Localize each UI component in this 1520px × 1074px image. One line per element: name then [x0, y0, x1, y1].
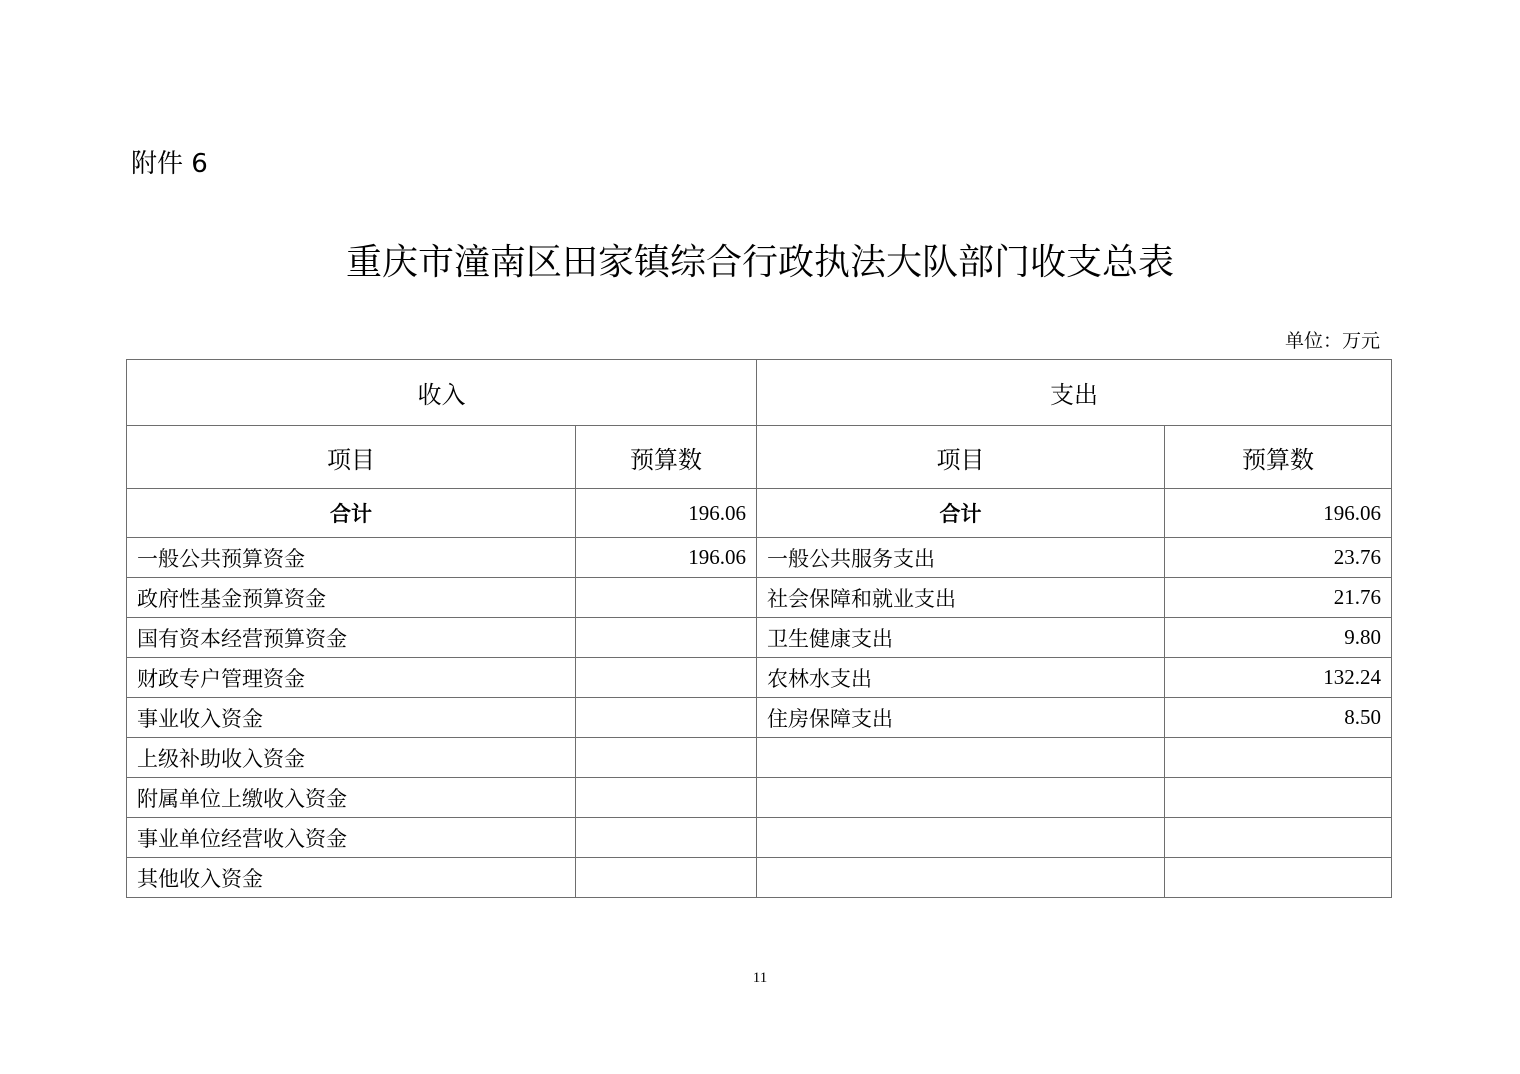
table-row: [127, 578, 1392, 618]
table-row: [127, 618, 1392, 658]
expense-group-header: 支出: [757, 360, 1392, 426]
expense-item: [757, 738, 1165, 778]
income-value: 196.06: [576, 538, 757, 578]
income-item: 附属单位上缴收入资金: [127, 778, 576, 818]
expense-item: 农林水支出: [757, 658, 1165, 698]
expense-item: [757, 858, 1165, 898]
expense-value: 8.50: [1165, 698, 1392, 738]
expense-value: 21.76: [1165, 578, 1392, 618]
expense-value: 132.24: [1165, 658, 1392, 698]
table-row: [127, 658, 1392, 698]
expense-item: [757, 778, 1165, 818]
expense-value: [1165, 738, 1392, 778]
expense-item-header: 项目: [757, 426, 1165, 489]
expense-total-value: 196.06: [1165, 489, 1392, 538]
income-group-header: 收入: [127, 360, 757, 426]
table-row: [127, 698, 1392, 738]
income-budget-header: 预算数: [576, 426, 757, 489]
page-number: 11: [752, 970, 768, 986]
income-value: [576, 658, 757, 698]
unit-label: 单位：万元: [1284, 330, 1380, 352]
expense-item: 卫生健康支出: [757, 618, 1165, 658]
expense-value: [1165, 818, 1392, 858]
attachment-label: 附件 6: [131, 149, 208, 179]
income-item: 上级补助收入资金: [127, 738, 576, 778]
total-row: [127, 489, 1392, 538]
column-header-row: [127, 426, 1392, 489]
income-value: [576, 578, 757, 618]
table-row: [127, 858, 1392, 898]
expense-item: 住房保障支出: [757, 698, 1165, 738]
table-row: [127, 738, 1392, 778]
income-item: 其他收入资金: [127, 858, 576, 898]
group-header-row: [127, 360, 1392, 426]
income-value: [576, 778, 757, 818]
expense-value: 9.80: [1165, 618, 1392, 658]
expense-item: [757, 818, 1165, 858]
income-total-value: 196.06: [576, 489, 757, 538]
income-item: 事业单位经营收入资金: [127, 818, 576, 858]
expense-item: 社会保障和就业支出: [757, 578, 1165, 618]
table-row: [127, 818, 1392, 858]
income-item: 国有资本经营预算资金: [127, 618, 576, 658]
expense-value: [1165, 858, 1392, 898]
expense-item: 一般公共服务支出: [757, 538, 1165, 578]
table-row: [127, 778, 1392, 818]
income-value: [576, 818, 757, 858]
income-value: [576, 618, 757, 658]
expense-total-label: 合计: [757, 489, 1165, 538]
income-item: 事业收入资金: [127, 698, 576, 738]
expense-value: 23.76: [1165, 538, 1392, 578]
income-item: 财政专户管理资金: [127, 658, 576, 698]
income-value: [576, 858, 757, 898]
page-title: 重庆市潼南区田家镇综合行政执法大队部门收支总表: [345, 242, 1174, 283]
budget-summary-table: [126, 359, 1392, 898]
expense-budget-header: 预算数: [1165, 426, 1392, 489]
income-item: 政府性基金预算资金: [127, 578, 576, 618]
income-total-label: 合计: [127, 489, 576, 538]
expense-value: [1165, 778, 1392, 818]
income-item: 一般公共预算资金: [127, 538, 576, 578]
table-row: [127, 538, 1392, 578]
income-item-header: 项目: [127, 426, 576, 489]
income-value: [576, 738, 757, 778]
income-value: [576, 698, 757, 738]
